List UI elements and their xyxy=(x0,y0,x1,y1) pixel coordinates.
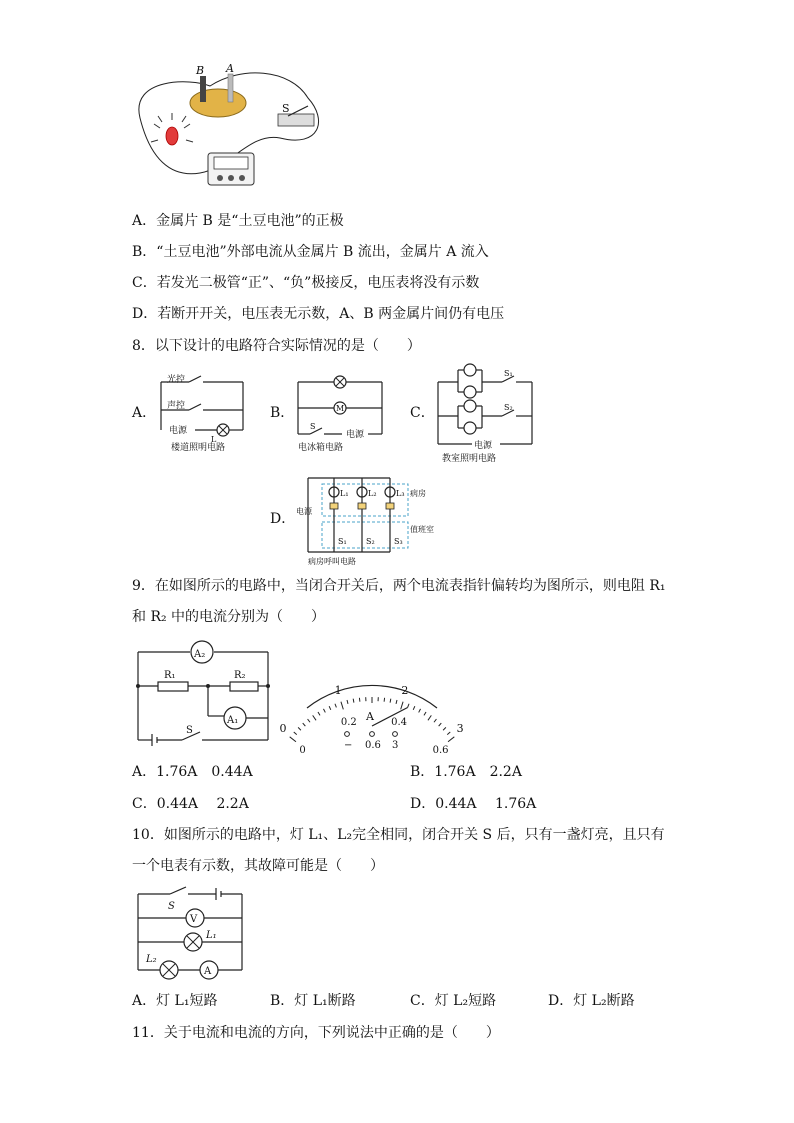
power-label: 电源 xyxy=(169,426,188,436)
caption-ward-call: 病房呼叫电路 xyxy=(308,557,356,566)
switch-s3-label: S₃ xyxy=(394,537,403,546)
q8-option-c-letter[interactable]: C． xyxy=(410,405,435,421)
dial-tick xyxy=(323,709,325,713)
led-icon xyxy=(166,127,178,145)
terminal-0-6: 0.6 xyxy=(365,740,381,751)
bottom-scale-label: 0 xyxy=(299,745,306,757)
q10-option-b[interactable]: B．灯 L₁断路 xyxy=(270,993,356,1009)
terminal-3: 3 xyxy=(392,740,399,751)
metal-b-label: B xyxy=(196,64,205,77)
q8-circuit-a xyxy=(155,372,255,454)
power-label: 电源 xyxy=(474,441,493,451)
lamp-l2-label: L₂ xyxy=(368,489,377,498)
dial-tick xyxy=(401,702,403,710)
bottom-scale-label: 0.2 xyxy=(340,716,357,728)
dial-tick xyxy=(390,699,391,703)
switch-s-label: S xyxy=(168,901,175,912)
ammeter-a2-label: A₂ xyxy=(194,649,206,660)
dial-tick xyxy=(298,727,301,730)
bottom-scale-label: 0.4 xyxy=(391,716,408,728)
caption-stair-lighting: 楼道照明电路 xyxy=(171,443,226,453)
q7-option-b[interactable]: B．“土豆电池”外部电流从金属片 B 流出，金属片 A 流入 xyxy=(132,244,489,260)
ward-label: 病房 xyxy=(410,489,426,498)
dial-tick xyxy=(408,704,409,708)
unit-label: A xyxy=(366,710,374,723)
dial-tick xyxy=(308,719,310,722)
resistor-r1-label: R₁ xyxy=(164,670,176,681)
switch-s1-label: S₁ xyxy=(338,537,347,546)
q10-option-c[interactable]: C．灯 L₂短路 xyxy=(410,993,497,1009)
q8-circuit-c xyxy=(432,362,542,466)
switch-s-label: S xyxy=(310,422,316,431)
top-scale-label: 2 xyxy=(401,684,409,698)
dial-tick xyxy=(329,706,331,710)
switch-s2-label: S₂ xyxy=(504,403,513,412)
dial-tick xyxy=(424,712,426,715)
q10-circuit xyxy=(132,884,252,979)
q8-circuit-b xyxy=(290,372,390,454)
dial-tick xyxy=(347,700,348,704)
dial-tick xyxy=(447,732,450,735)
resistor-r2-label: R₂ xyxy=(234,670,246,681)
switch-s-label: S xyxy=(282,102,290,115)
q8-option-d-letter[interactable]: D． xyxy=(270,511,296,527)
q7-option-c[interactable]: C．若发光二极管“正”、“负”极接反，电压表将没有示数 xyxy=(132,275,480,291)
power-label: 电源 xyxy=(346,430,365,440)
q9-circuit xyxy=(132,640,277,750)
metal-a-label: A xyxy=(226,62,234,75)
top-scale-label: 3 xyxy=(456,721,464,735)
bottom-scale-label: 0.6 xyxy=(432,745,449,757)
dial-tick xyxy=(439,723,442,726)
dial-tick xyxy=(335,704,336,708)
lamp-l2-label: L₂ xyxy=(146,954,157,965)
dial-tick xyxy=(353,699,354,703)
terminal-negative: − xyxy=(344,740,353,751)
dial-tick xyxy=(303,723,306,726)
sound-control-label: 声控 xyxy=(167,401,186,411)
q8-option-a-letter[interactable]: A． xyxy=(132,405,157,421)
q10-option-a[interactable]: A．灯 L₁短路 xyxy=(132,993,218,1009)
lamp-l-label: L xyxy=(211,435,217,444)
q11-stem: 11．关于电流和电流的方向，下列说法中正确的是（ ） xyxy=(132,1025,500,1041)
q8-circuit-d xyxy=(294,470,444,566)
q7-option-a[interactable]: A．金属片 B 是“土豆电池”的正极 xyxy=(132,213,344,229)
switch-s1-label: S₁ xyxy=(504,369,513,378)
q10-stem-line2: 一个电表有示数，其故障可能是（ ） xyxy=(132,858,384,874)
ammeter-a-label: A xyxy=(204,966,212,977)
dial-tick xyxy=(434,719,436,722)
dial-tick xyxy=(341,702,343,710)
switch-icon xyxy=(278,114,314,126)
q9-stem-line1: 9．在如图所示的电路中，当闭合开关后，两个电流表指针偏转均为图所示，则电阻 R₁ xyxy=(132,578,666,594)
lamp-l1-label: L₁ xyxy=(206,930,217,941)
light-control-label: 光控 xyxy=(167,375,186,385)
q9-option-c[interactable]: C．0.44A 2.2A xyxy=(132,796,249,812)
q8-option-b-letter[interactable]: B． xyxy=(270,405,295,421)
q9-stem-line2: 和 R₂ 中的电流分别为（ ） xyxy=(132,609,326,625)
q10-option-d[interactable]: D．灯 L₂断路 xyxy=(548,993,635,1009)
q9-option-d[interactable]: D．0.44A 1.76A xyxy=(410,796,537,812)
dial-tick xyxy=(290,737,296,742)
lamp-l1-label: L₁ xyxy=(340,489,349,498)
dial-tick xyxy=(318,712,320,715)
potato-battery-figure xyxy=(130,58,330,198)
dial-tick xyxy=(313,715,316,720)
q9-ammeter-dial xyxy=(279,652,464,757)
q9-option-b[interactable]: B．1.76A 2.2A xyxy=(410,764,522,780)
dial-tick xyxy=(448,737,454,742)
voltmeter-v-label: V xyxy=(190,914,198,925)
q9-option-a[interactable]: A．1.76A 0.44A xyxy=(132,764,253,780)
lamp-l3-label: L₃ xyxy=(396,489,405,498)
switch-s2-label: S₂ xyxy=(366,537,375,546)
ammeter-a1-label: A₁ xyxy=(227,715,239,726)
dial-tick xyxy=(419,709,421,713)
q10-stem-line1: 10．如图所示的电路中，灯 L₁、L₂完全相同，闭合开关 S 后，只有一盏灯亮，且只有 xyxy=(132,827,665,843)
dial-tick xyxy=(413,706,415,710)
dial-tick xyxy=(443,727,446,730)
duty-room-label: 值班室 xyxy=(410,525,434,534)
dial-tick xyxy=(294,732,297,735)
top-scale-label: 1 xyxy=(334,684,342,698)
motor-icon: M xyxy=(336,404,345,413)
q8-stem: 8．以下设计的电路符合实际情况的是（ ） xyxy=(132,338,421,354)
caption-classroom-lighting: 教室照明电路 xyxy=(442,454,497,464)
switch-s-label: S xyxy=(186,725,193,736)
dial-tick xyxy=(428,715,431,720)
power-label: 电源 xyxy=(296,507,312,516)
top-scale-label: 0 xyxy=(279,721,287,735)
caption-fridge-circuit: 电冰箱电路 xyxy=(298,443,344,453)
dial-tick xyxy=(396,700,397,704)
q7-option-d[interactable]: D．若断开开关，电压表无示数，A、B 两金属片间仍有电压 xyxy=(132,306,505,322)
